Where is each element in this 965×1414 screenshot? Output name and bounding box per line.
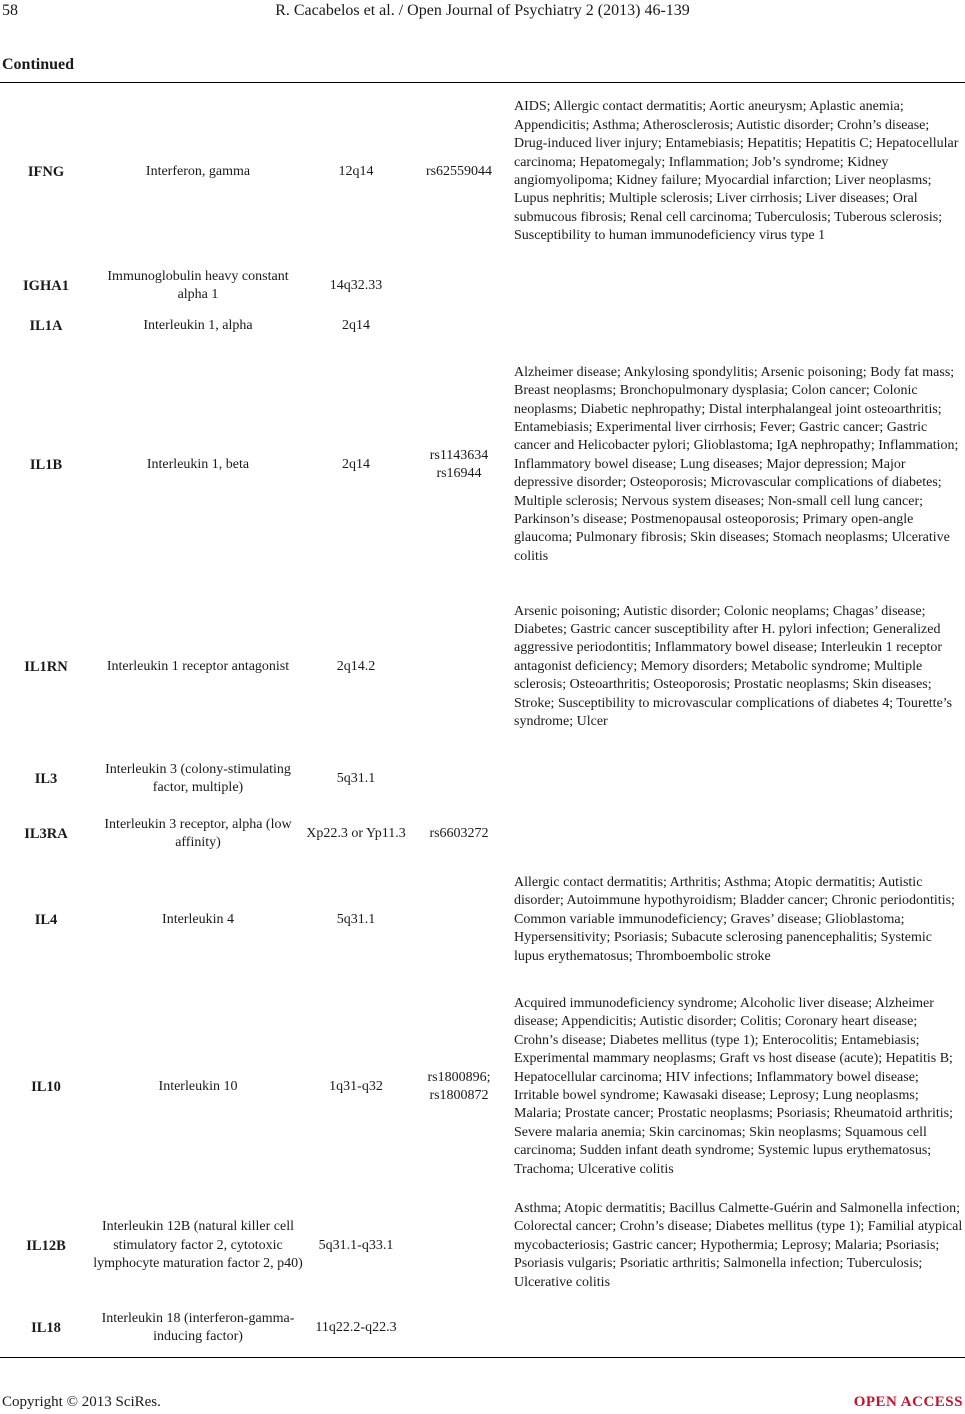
gene-locus: 5q31.1-q33.1 — [318, 1237, 394, 1253]
gene-diseases — [514, 814, 965, 854]
gene-name: Interleukin 18 (interferon-gamma-inducing factor) — [101, 1310, 295, 1344]
gene-symbol: IL18 — [31, 1319, 61, 1336]
gene-snp: rs1800896; rs1800872 — [427, 1069, 491, 1103]
gene-name: Interleukin 1, beta — [146, 456, 250, 472]
table-row — [0, 266, 965, 306]
gene-snp: rs62559044 — [425, 163, 493, 179]
gene-snp — [408, 864, 510, 976]
gene-symbol: IL10 — [31, 1078, 61, 1095]
table-row — [0, 1196, 965, 1296]
continued-label: Continued — [2, 56, 75, 73]
gene-snp — [408, 266, 510, 306]
gene-name: Interleukin 12B (natural killer cell stimulatory factor 2, cytotoxic lymphocyte maturation factor 2, p40) — [93, 1219, 303, 1272]
table-row — [0, 864, 965, 976]
gene-snp: rs1143634 rs16944 — [429, 447, 489, 481]
gene-snp — [408, 1300, 510, 1356]
gene-snp — [408, 314, 510, 338]
table-row — [0, 984, 965, 1190]
gene-diseases: Asthma; Atopic dermatitis; Bacillus Calmette-Guérin and Salmonella infection; Colorectal cancer; Crohn’s disease; Diabetes mellitus (type 1); Familial atypical mycobacteriosis; Gastric cancer; Hypothermia; Leprosy; Malaria; Psoriasis; Psoriasis vulgaris; Psoriatic arthritis; Salmonella infection; Tuberculosis; Ulcerative colitis — [514, 1200, 963, 1290]
gene-symbol: IFNG — [27, 163, 65, 180]
gene-locus: 1q31-q32 — [329, 1078, 383, 1094]
gene-locus: 2q14 — [342, 317, 370, 333]
gene-symbol: IL4 — [34, 911, 58, 928]
running-title: R. Cacabelos et al. / Open Journal of Psychiatry 2 (2013) 46-139 — [275, 2, 690, 19]
gene-snp — [408, 1196, 510, 1296]
gene-symbol: IGHA1 — [23, 277, 69, 294]
gene-name: Interleukin 3 receptor, alpha (low affinity) — [104, 816, 292, 850]
gene-name: Interleukin 4 — [162, 911, 234, 927]
gene-diseases — [514, 266, 965, 306]
table-bottom-rule — [0, 1357, 965, 1358]
gene-locus: Xp22.3 or Yp11.3 — [306, 825, 406, 841]
table-row — [0, 592, 965, 742]
open-access-label: OPEN ACCESS — [853, 1394, 963, 1410]
gene-diseases: AIDS; Allergic contact dermatitis; Aortic aneurysm; Aplastic anemia; Appendicitis; Asthma; Atherosclerosis; Autistic disorder; Crohn’s disease; Drug-induced liver injury; Entamebiasis; Hepatitis; Hepatitis C; Hepatocellular carcinoma; Hepatomegaly; Inflammation; Job’s syndrome; Kidney angiomyolipoma; Kidney failure; Myocardial infarction; Liver neoplasms; Lupus nephritis; Multiple sclerosis; Liver cirrhosis; Liver diseases; Oral submucous fibrosis; Renal cell carcinoma; Tuberculosis; Tuberous sclerosis; Susceptibility to human immunodeficiency virus type 1 — [514, 99, 959, 244]
gene-diseases — [514, 750, 965, 808]
gene-symbol: IL3 — [34, 770, 58, 787]
gene-symbol: IL12B — [26, 1237, 66, 1254]
gene-diseases: Acquired immunodeficiency syndrome; Alcoholic liver disease; Alzheimer disease; Appendicitis; Autistic disorder; Colitis; Coronary heart disease; Crohn’s disease; Diabetes mellitus (type 1); Enterocolitis; Entamebiasis; Experimental mammary neoplasms; Graft vs host disease (acute); Hepatitis B; Hepatocellular carcinoma; HIV infections; Inflammatory bowel disease; Irritable bowel syndrome; Kawasaki disease; Leprosy; Lung neoplasms; Malaria; Prostate cancer; Prostatic neoplasms; Psoriasis; Rheumatoid arthritis; Severe malaria anemia; Skin carcinomas; Skin neoplasms; Squamous cell carcinoma; Sudden infant death syndrome; Systemic lupus erythematosus; Trachoma; Ulcerative colitis — [514, 995, 953, 1177]
gene-diseases: Arsenic poisoning; Autistic disorder; Colonic neoplams; Chagas’ disease; Diabetes; Gastric cancer susceptibility after H. pylori infection; Generalized aggressive periodontitis; Inflammatory bowel disease; Interleukin 1 receptor antagonist deficiency; Memory disorders; Metabolic syndrome; Multiple sclerosis; Osteoarthritis; Osteoporosis; Prostatic neoplasms; Skin diseases; Stroke; Susceptibility to microvascular complications of diabetes 4; Tourette’s syndrome; Ulcer — [514, 603, 953, 730]
page-header — [0, 0, 965, 26]
gene-name: Interleukin 3 (colony-stimulating factor, multiple) — [105, 761, 291, 795]
gene-name: Interleukin 1, alpha — [143, 317, 253, 333]
gene-locus: 11q22.2-q22.3 — [315, 1319, 397, 1335]
gene-diseases — [514, 1300, 965, 1356]
gene-locus: 2q14 — [342, 456, 370, 472]
gene-locus: 5q31.1 — [336, 770, 376, 786]
gene-snp — [408, 592, 510, 742]
gene-symbol: IL1A — [29, 317, 63, 334]
gene-name: Interferon, gamma — [145, 163, 251, 179]
table-row — [0, 314, 965, 338]
table-row — [0, 814, 965, 854]
table-row — [0, 344, 965, 586]
gene-snp: rs6603272 — [429, 825, 489, 841]
gene-symbol: IL1RN — [24, 658, 68, 675]
gene-name: Immunoglobulin heavy constant alpha 1 — [107, 268, 289, 302]
table-top-rule — [0, 82, 965, 83]
table-row — [0, 88, 965, 256]
gene-locus: 14q32.33 — [329, 277, 383, 293]
gene-symbol: IL1B — [29, 456, 63, 473]
table-row — [0, 750, 965, 808]
gene-locus: 2q14.2 — [336, 658, 376, 674]
page-number: 58 — [2, 2, 18, 19]
copyright-notice: Copyright © 2013 SciRes. — [2, 1394, 161, 1410]
gene-symbol: IL3RA — [24, 825, 68, 842]
gene-snp — [408, 750, 510, 808]
gene-name: Interleukin 10 — [158, 1078, 238, 1094]
gene-locus: 12q14 — [338, 163, 374, 179]
gene-diseases: Allergic contact dermatitis; Arthritis; Asthma; Atopic dermatitis; Autistic disorder; Autoimmune hypothyroidism; Bladder cancer; Chronic periodontitis; Common variable immunodeficiency; Graves’ disease; Glioblastoma; Hypersensitivity; Psoriasis; Subacute sclerosing panencephalitis; Systemic lupus erythematosus; Thromboembolic stroke — [514, 874, 955, 964]
gene-diseases — [514, 314, 965, 338]
gene-name: Interleukin 1 receptor antagonist — [106, 658, 290, 674]
gene-diseases: Alzheimer disease; Ankylosing spondylitis; Arsenic poisoning; Body fat mass; Breast neoplasms; Bronchopulmonary dysplasia; Colon cancer; Colonic neoplasms; Diabetic nephropathy; Distal interphalangeal joint osteoarthritis; Entamebiasis; Experimental liver cirrhosis; Fever; Gastric cancer; Gastric cancer and Helicobacter pylori; Glioblastoma; IgA nephropathy; Inflammation; Inflammatory bowel disease; Lung diseases; Major depression; Major depressive disorder; Osteoporosis; Microvascular complications of diabetes; Multiple sclerosis; Nervous system diseases; Non-small cell lung cancer; Parkinson’s disease; Postmenopausal osteoporosis; Primary open-angle glaucoma; Pulmonary fibrosis; Skin diseases; Stomach neoplasms; Ulcerative colitis — [514, 364, 959, 564]
gene-locus: 5q31.1 — [336, 911, 376, 927]
table-row — [0, 1300, 965, 1356]
